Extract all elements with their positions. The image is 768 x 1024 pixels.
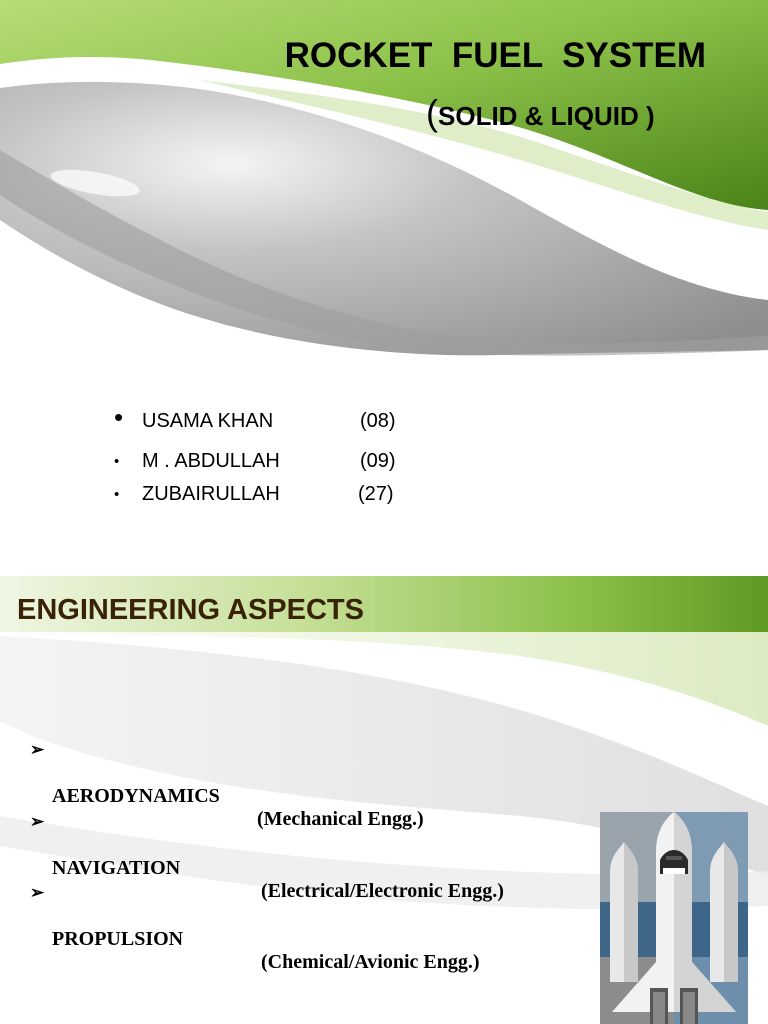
aspect-department: (Mechanical Engg.) bbox=[257, 808, 424, 830]
aspect-name: AERODYNAMICS bbox=[52, 785, 220, 807]
subtitle-open-paren: ( bbox=[426, 92, 438, 133]
bullet-icon: • bbox=[114, 402, 124, 432]
member-roll-number: (27) bbox=[358, 483, 394, 505]
arrowhead-bullet-icon: ➢ bbox=[30, 883, 45, 902]
aspect-name: NAVIGATION bbox=[52, 857, 181, 879]
aspect-item bbox=[30, 739, 424, 830]
bullet-icon: • bbox=[114, 486, 120, 503]
member-name: M . ABDULLAH bbox=[142, 450, 280, 472]
member-name: USAMA KHAN bbox=[142, 410, 274, 432]
subtitle-text: SOLID & LIQUID ) bbox=[438, 101, 655, 131]
aspect-name: PROPULSION bbox=[52, 928, 184, 950]
aspect-department: (Electrical/Electronic Engg.) bbox=[261, 880, 504, 902]
slide-title: ENGINEERING ASPECTS bbox=[17, 594, 364, 626]
member-name: ZUBAIRULLAH bbox=[142, 483, 280, 505]
engineering-aspects-slide bbox=[0, 576, 768, 1024]
arrowhead-bullet-icon: ➢ bbox=[30, 740, 45, 759]
bullet-icon: • bbox=[114, 453, 120, 470]
member-roll-number: (08) bbox=[360, 410, 396, 432]
space-shuttle-icon bbox=[600, 812, 748, 1024]
aspect-department: (Chemical/Avionic Engg.) bbox=[261, 951, 480, 973]
slide-title: ROCKET FUEL SYSTEM bbox=[284, 36, 706, 75]
arrowhead-bullet-icon: ➢ bbox=[30, 812, 45, 831]
member-roll-number: (09) bbox=[360, 450, 396, 472]
